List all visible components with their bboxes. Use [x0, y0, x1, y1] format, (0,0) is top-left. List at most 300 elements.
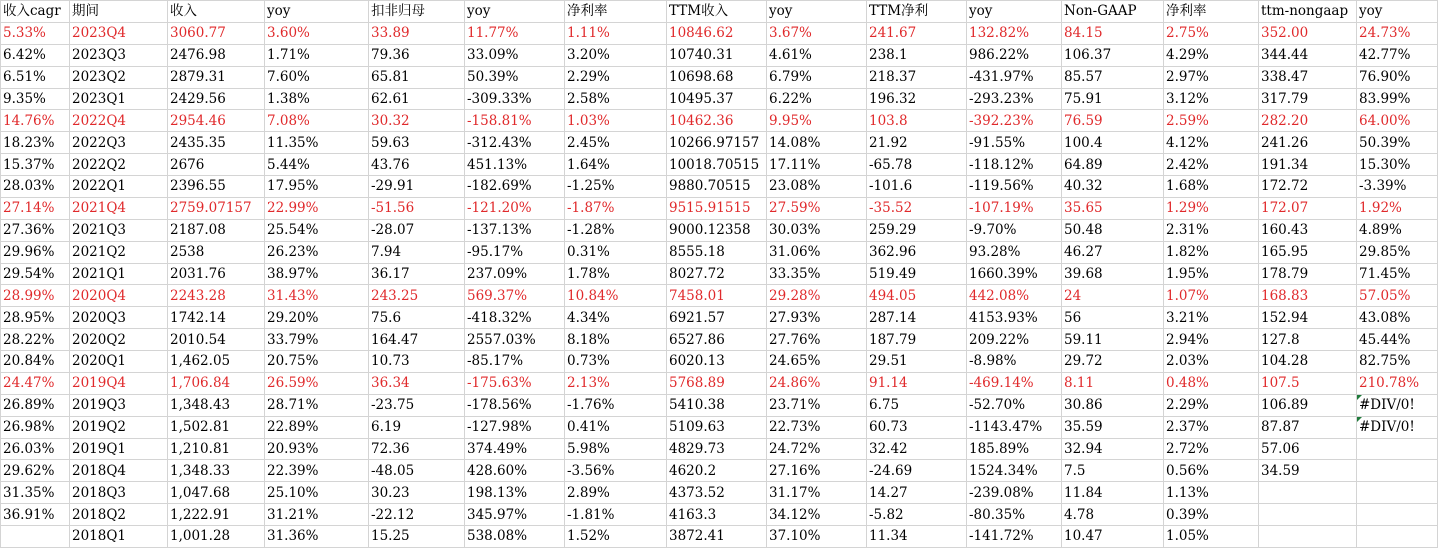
table-cell[interactable]: 42.77%: [1357, 44, 1438, 66]
table-cell[interactable]: 4829.73: [667, 438, 767, 460]
table-cell[interactable]: 106.37: [1062, 44, 1164, 66]
table-cell[interactable]: -1.25%: [565, 176, 667, 198]
table-cell[interactable]: 6921.57: [667, 307, 767, 329]
table-cell[interactable]: 2019Q3: [70, 394, 168, 416]
table-cell[interactable]: 2018Q2: [70, 504, 168, 526]
table-cell[interactable]: -392.23%: [967, 110, 1062, 132]
table-cell[interactable]: [1357, 482, 1438, 504]
table-cell[interactable]: 4.89%: [1357, 219, 1438, 241]
table-cell[interactable]: -137.13%: [465, 219, 565, 241]
table-cell[interactable]: 164.47: [369, 329, 465, 351]
table-cell[interactable]: -91.55%: [967, 132, 1062, 154]
table-cell[interactable]: -48.05: [369, 460, 465, 482]
table-cell[interactable]: 6.22%: [767, 88, 867, 110]
table-cell[interactable]: 25.54%: [265, 219, 369, 241]
table-cell[interactable]: 24.72%: [767, 438, 867, 460]
table-cell[interactable]: 2021Q2: [70, 241, 168, 263]
table-cell[interactable]: 494.05: [867, 285, 967, 307]
table-cell[interactable]: 59.63: [369, 132, 465, 154]
table-cell[interactable]: 24.47%: [1, 372, 70, 394]
table-cell[interactable]: 36.17: [369, 263, 465, 285]
table-cell[interactable]: -24.69: [867, 460, 967, 482]
table-cell[interactable]: 57.06: [1259, 438, 1357, 460]
table-cell[interactable]: 2023Q4: [70, 22, 168, 44]
table-cell[interactable]: 2019Q1: [70, 438, 168, 460]
table-cell[interactable]: -141.72%: [967, 526, 1062, 548]
table-cell[interactable]: 317.79: [1259, 88, 1357, 110]
table-cell[interactable]: 2243.28: [168, 285, 265, 307]
table-cell[interactable]: [1259, 526, 1357, 548]
table-cell[interactable]: 27.14%: [1, 197, 70, 219]
table-cell[interactable]: 2031.76: [168, 263, 265, 285]
table-cell[interactable]: 100.4: [1062, 132, 1164, 154]
table-cell[interactable]: 8.18%: [565, 329, 667, 351]
table-cell[interactable]: 4.61%: [767, 44, 867, 66]
table-cell[interactable]: 11.77%: [465, 22, 565, 44]
column-header[interactable]: ttm-nongaap: [1259, 1, 1357, 23]
table-cell[interactable]: 7.60%: [265, 66, 369, 88]
table-cell[interactable]: 2.59%: [1164, 110, 1259, 132]
table-cell[interactable]: -5.82: [867, 504, 967, 526]
table-cell[interactable]: [1357, 504, 1438, 526]
table-cell[interactable]: 34.59: [1259, 460, 1357, 482]
table-cell[interactable]: -469.14%: [967, 372, 1062, 394]
table-cell[interactable]: 5.44%: [265, 154, 369, 176]
table-cell[interactable]: 4.12%: [1164, 132, 1259, 154]
table-cell[interactable]: -1.81%: [565, 504, 667, 526]
table-cell[interactable]: 30.23: [369, 482, 465, 504]
table-cell[interactable]: 27.16%: [767, 460, 867, 482]
table-cell[interactable]: -3.39%: [1357, 176, 1438, 198]
column-header[interactable]: Non-GAAP: [1062, 1, 1164, 23]
table-cell[interactable]: 2019Q2: [70, 416, 168, 438]
table-cell[interactable]: 5.98%: [565, 438, 667, 460]
table-cell[interactable]: 1.82%: [1164, 241, 1259, 263]
table-cell[interactable]: -118.12%: [967, 154, 1062, 176]
table-cell[interactable]: -85.17%: [465, 351, 565, 373]
table-cell[interactable]: 24.73%: [1357, 22, 1438, 44]
table-cell[interactable]: 20.84%: [1, 351, 70, 373]
table-cell[interactable]: 15.30%: [1357, 154, 1438, 176]
table-cell[interactable]: 2187.08: [168, 219, 265, 241]
table-cell[interactable]: 2020Q2: [70, 329, 168, 351]
table-cell[interactable]: 1,210.81: [168, 438, 265, 460]
table-cell[interactable]: 345.97%: [465, 504, 565, 526]
table-cell[interactable]: 60.73: [867, 416, 967, 438]
table-cell[interactable]: 1.13%: [1164, 482, 1259, 504]
table-cell[interactable]: 26.23%: [265, 241, 369, 263]
table-cell[interactable]: 165.95: [1259, 241, 1357, 263]
table-cell[interactable]: 28.22%: [1, 329, 70, 351]
table-cell[interactable]: 2019Q4: [70, 372, 168, 394]
table-cell[interactable]: 30.03%: [767, 219, 867, 241]
table-cell[interactable]: 5768.89: [667, 372, 767, 394]
table-cell[interactable]: 2.97%: [1164, 66, 1259, 88]
table-cell[interactable]: 31.17%: [767, 482, 867, 504]
table-cell[interactable]: 57.05%: [1357, 285, 1438, 307]
table-cell[interactable]: 1742.14: [168, 307, 265, 329]
table-cell[interactable]: 2018Q4: [70, 460, 168, 482]
table-cell[interactable]: [1357, 526, 1438, 548]
table-cell[interactable]: 9.35%: [1, 88, 70, 110]
table-cell[interactable]: [1357, 460, 1438, 482]
table-cell[interactable]: 10.47: [1062, 526, 1164, 548]
table-cell[interactable]: 64.00%: [1357, 110, 1438, 132]
table-cell[interactable]: 43.08%: [1357, 307, 1438, 329]
table-cell[interactable]: 1.52%: [565, 526, 667, 548]
table-cell[interactable]: 11.34: [867, 526, 967, 548]
table-cell[interactable]: 31.36%: [265, 526, 369, 548]
table-cell[interactable]: 210.78%: [1357, 372, 1438, 394]
table-cell[interactable]: 28.03%: [1, 176, 70, 198]
table-cell[interactable]: -127.98%: [465, 416, 565, 438]
table-cell[interactable]: 241.26: [1259, 132, 1357, 154]
table-cell[interactable]: 1,706.84: [168, 372, 265, 394]
table-cell[interactable]: 37.10%: [767, 526, 867, 548]
table-cell[interactable]: 209.22%: [967, 329, 1062, 351]
table-cell[interactable]: 32.94: [1062, 438, 1164, 460]
table-cell[interactable]: 0.73%: [565, 351, 667, 373]
table-cell[interactable]: 1,462.05: [168, 351, 265, 373]
table-cell[interactable]: 4163.3: [667, 504, 767, 526]
table-cell[interactable]: 1.38%: [265, 88, 369, 110]
table-cell[interactable]: 4.34%: [565, 307, 667, 329]
table-cell[interactable]: -51.56: [369, 197, 465, 219]
table-cell[interactable]: 0.31%: [565, 241, 667, 263]
table-cell[interactable]: 3060.77: [168, 22, 265, 44]
table-cell[interactable]: 6.19: [369, 416, 465, 438]
table-cell[interactable]: 243.25: [369, 285, 465, 307]
table-cell[interactable]: 2023Q3: [70, 44, 168, 66]
table-cell[interactable]: 2021Q1: [70, 263, 168, 285]
table-cell[interactable]: 27.76%: [767, 329, 867, 351]
table-cell[interactable]: 10462.36: [667, 110, 767, 132]
table-cell[interactable]: 22.89%: [265, 416, 369, 438]
table-cell[interactable]: -1143.47%: [967, 416, 1062, 438]
table-cell[interactable]: -1.28%: [565, 219, 667, 241]
table-cell[interactable]: 36.34: [369, 372, 465, 394]
table-cell[interactable]: 84.15: [1062, 22, 1164, 44]
table-cell[interactable]: 519.49: [867, 263, 967, 285]
table-cell[interactable]: 79.36: [369, 44, 465, 66]
table-cell[interactable]: 2023Q2: [70, 66, 168, 88]
table-cell[interactable]: 259.29: [867, 219, 967, 241]
table-cell[interactable]: 27.93%: [767, 307, 867, 329]
error-cell[interactable]: #DIV/0!: [1357, 416, 1438, 438]
table-cell[interactable]: 2.75%: [1164, 22, 1259, 44]
table-cell[interactable]: 29.28%: [767, 285, 867, 307]
table-cell[interactable]: -80.35%: [967, 504, 1062, 526]
table-cell[interactable]: 20.93%: [265, 438, 369, 460]
table-cell[interactable]: 30.86: [1062, 394, 1164, 416]
table-cell[interactable]: 241.67: [867, 22, 967, 44]
table-cell[interactable]: 2.45%: [565, 132, 667, 154]
table-cell[interactable]: 24: [1062, 285, 1164, 307]
column-header[interactable]: 净利率: [565, 1, 667, 23]
table-cell[interactable]: 2.13%: [565, 372, 667, 394]
table-cell[interactable]: 22.99%: [265, 197, 369, 219]
table-cell[interactable]: 31.35%: [1, 482, 70, 504]
table-cell[interactable]: 1.07%: [1164, 285, 1259, 307]
table-cell[interactable]: [1, 526, 70, 548]
table-cell[interactable]: 29.96%: [1, 241, 70, 263]
table-cell[interactable]: 45.44%: [1357, 329, 1438, 351]
table-cell[interactable]: 6.79%: [767, 66, 867, 88]
table-cell[interactable]: 191.34: [1259, 154, 1357, 176]
table-cell[interactable]: 50.39%: [465, 66, 565, 88]
table-cell[interactable]: 40.32: [1062, 176, 1164, 198]
table-cell[interactable]: 29.20%: [265, 307, 369, 329]
table-cell[interactable]: 287.14: [867, 307, 967, 329]
table-cell[interactable]: 2021Q3: [70, 219, 168, 241]
table-cell[interactable]: 14.08%: [767, 132, 867, 154]
table-cell[interactable]: 17.11%: [767, 154, 867, 176]
table-cell[interactable]: 198.13%: [465, 482, 565, 504]
table-cell[interactable]: 2023Q1: [70, 88, 168, 110]
table-cell[interactable]: 1,348.43: [168, 394, 265, 416]
table-cell[interactable]: 2022Q3: [70, 132, 168, 154]
table-cell[interactable]: -29.91: [369, 176, 465, 198]
table-cell[interactable]: 62.61: [369, 88, 465, 110]
table-cell[interactable]: 7.5: [1062, 460, 1164, 482]
table-cell[interactable]: 1524.34%: [967, 460, 1062, 482]
table-cell[interactable]: 2021Q4: [70, 197, 168, 219]
table-cell[interactable]: 7.08%: [265, 110, 369, 132]
table-cell[interactable]: 1,222.91: [168, 504, 265, 526]
table-cell[interactable]: 132.82%: [967, 22, 1062, 44]
table-cell[interactable]: 338.47: [1259, 66, 1357, 88]
table-cell[interactable]: 986.22%: [967, 44, 1062, 66]
table-cell[interactable]: 33.79%: [265, 329, 369, 351]
table-cell[interactable]: 1660.39%: [967, 263, 1062, 285]
table-cell[interactable]: 1,047.68: [168, 482, 265, 504]
table-cell[interactable]: -95.17%: [465, 241, 565, 263]
table-cell[interactable]: 2020Q3: [70, 307, 168, 329]
table-cell[interactable]: 152.94: [1259, 307, 1357, 329]
table-cell[interactable]: 6.75: [867, 394, 967, 416]
table-cell[interactable]: 4.29%: [1164, 44, 1259, 66]
table-cell[interactable]: 442.08%: [967, 285, 1062, 307]
table-cell[interactable]: 15.37%: [1, 154, 70, 176]
table-cell[interactable]: 31.21%: [265, 504, 369, 526]
table-cell[interactable]: 2.42%: [1164, 154, 1259, 176]
table-cell[interactable]: 9515.91515: [667, 197, 767, 219]
column-header[interactable]: yoy: [767, 1, 867, 23]
table-cell[interactable]: 196.32: [867, 88, 967, 110]
table-cell[interactable]: 0.48%: [1164, 372, 1259, 394]
table-cell[interactable]: 187.79: [867, 329, 967, 351]
table-cell[interactable]: -35.52: [867, 197, 967, 219]
table-cell[interactable]: 2396.55: [168, 176, 265, 198]
table-cell[interactable]: 23.71%: [767, 394, 867, 416]
table-cell[interactable]: 282.20: [1259, 110, 1357, 132]
table-cell[interactable]: -418.32%: [465, 307, 565, 329]
table-cell[interactable]: 29.54%: [1, 263, 70, 285]
table-cell[interactable]: 1,001.28: [168, 526, 265, 548]
table-cell[interactable]: -22.12: [369, 504, 465, 526]
table-cell[interactable]: 2.58%: [565, 88, 667, 110]
table-cell[interactable]: 75.91: [1062, 88, 1164, 110]
table-cell[interactable]: 31.06%: [767, 241, 867, 263]
table-cell[interactable]: 38.97%: [265, 263, 369, 285]
table-cell[interactable]: 569.37%: [465, 285, 565, 307]
table-cell[interactable]: 538.08%: [465, 526, 565, 548]
table-cell[interactable]: 35.65: [1062, 197, 1164, 219]
table-cell[interactable]: -239.08%: [967, 482, 1062, 504]
column-header[interactable]: 净利率: [1164, 1, 1259, 23]
table-cell[interactable]: 1.29%: [1164, 197, 1259, 219]
table-cell[interactable]: 6527.86: [667, 329, 767, 351]
error-cell[interactable]: #DIV/0!: [1357, 394, 1438, 416]
table-cell[interactable]: 91.14: [867, 372, 967, 394]
table-cell[interactable]: 5.33%: [1, 22, 70, 44]
table-cell[interactable]: 34.12%: [767, 504, 867, 526]
table-cell[interactable]: 1.05%: [1164, 526, 1259, 548]
table-cell[interactable]: 2022Q4: [70, 110, 168, 132]
table-cell[interactable]: 374.49%: [465, 438, 565, 460]
table-cell[interactable]: -23.75: [369, 394, 465, 416]
table-cell[interactable]: 2435.35: [168, 132, 265, 154]
table-cell[interactable]: 7458.01: [667, 285, 767, 307]
table-cell[interactable]: 10846.62: [667, 22, 767, 44]
table-cell[interactable]: 3.60%: [265, 22, 369, 44]
table-cell[interactable]: 5109.63: [667, 416, 767, 438]
table-cell[interactable]: 2020Q1: [70, 351, 168, 373]
table-cell[interactable]: 6.42%: [1, 44, 70, 66]
table-cell[interactable]: 238.1: [867, 44, 967, 66]
table-cell[interactable]: 160.43: [1259, 219, 1357, 241]
table-cell[interactable]: 72.36: [369, 438, 465, 460]
table-cell[interactable]: 87.87: [1259, 416, 1357, 438]
table-cell[interactable]: 14.27: [867, 482, 967, 504]
table-cell[interactable]: -3.56%: [565, 460, 667, 482]
table-cell[interactable]: 3.21%: [1164, 307, 1259, 329]
table-cell[interactable]: 29.51: [867, 351, 967, 373]
table-cell[interactable]: 0.56%: [1164, 460, 1259, 482]
table-cell[interactable]: 36.91%: [1, 504, 70, 526]
table-cell[interactable]: -28.07: [369, 219, 465, 241]
table-cell[interactable]: 2.03%: [1164, 351, 1259, 373]
table-cell[interactable]: -52.70%: [967, 394, 1062, 416]
table-cell[interactable]: -178.56%: [465, 394, 565, 416]
table-cell[interactable]: 185.89%: [967, 438, 1062, 460]
table-cell[interactable]: -175.63%: [465, 372, 565, 394]
table-cell[interactable]: 2879.31: [168, 66, 265, 88]
table-cell[interactable]: 76.90%: [1357, 66, 1438, 88]
table-cell[interactable]: 50.39%: [1357, 132, 1438, 154]
table-cell[interactable]: 352.00: [1259, 22, 1357, 44]
table-cell[interactable]: 9000.12358: [667, 219, 767, 241]
table-cell[interactable]: 24.86%: [767, 372, 867, 394]
table-cell[interactable]: 46.27: [1062, 241, 1164, 263]
table-cell[interactable]: -8.98%: [967, 351, 1062, 373]
table-cell[interactable]: 107.5: [1259, 372, 1357, 394]
table-cell[interactable]: 22.39%: [265, 460, 369, 482]
table-cell[interactable]: -101.6: [867, 176, 967, 198]
table-cell[interactable]: 29.72: [1062, 351, 1164, 373]
table-cell[interactable]: 2022Q2: [70, 154, 168, 176]
table-cell[interactable]: 168.83: [1259, 285, 1357, 307]
table-cell[interactable]: 172.72: [1259, 176, 1357, 198]
column-header[interactable]: 扣非归母: [369, 1, 465, 23]
table-cell[interactable]: 428.60%: [465, 460, 565, 482]
table-cell[interactable]: 127.8: [1259, 329, 1357, 351]
table-cell[interactable]: 28.71%: [265, 394, 369, 416]
table-cell[interactable]: 2.29%: [565, 66, 667, 88]
table-cell[interactable]: 22.73%: [767, 416, 867, 438]
table-cell[interactable]: 65.81: [369, 66, 465, 88]
table-cell[interactable]: 31.43%: [265, 285, 369, 307]
table-cell[interactable]: 28.99%: [1, 285, 70, 307]
column-header[interactable]: 收入: [168, 1, 265, 23]
table-cell[interactable]: 1,348.33: [168, 460, 265, 482]
table-cell[interactable]: 26.98%: [1, 416, 70, 438]
table-cell[interactable]: 3.12%: [1164, 88, 1259, 110]
table-cell[interactable]: 33.35%: [767, 263, 867, 285]
table-cell[interactable]: 26.03%: [1, 438, 70, 460]
table-cell[interactable]: 10018.70515: [667, 154, 767, 176]
table-cell[interactable]: -158.81%: [465, 110, 565, 132]
table-cell[interactable]: 32.42: [867, 438, 967, 460]
table-cell[interactable]: 8027.72: [667, 263, 767, 285]
table-cell[interactable]: 451.13%: [465, 154, 565, 176]
table-cell[interactable]: 1.64%: [565, 154, 667, 176]
table-cell[interactable]: 30.32: [369, 110, 465, 132]
table-cell[interactable]: 1,502.81: [168, 416, 265, 438]
table-cell[interactable]: 2.31%: [1164, 219, 1259, 241]
table-cell[interactable]: 29.85%: [1357, 241, 1438, 263]
table-cell[interactable]: 27.59%: [767, 197, 867, 219]
table-cell[interactable]: 2954.46: [168, 110, 265, 132]
column-header[interactable]: 收入cagr: [1, 1, 70, 23]
table-cell[interactable]: 344.44: [1259, 44, 1357, 66]
table-cell[interactable]: -1.76%: [565, 394, 667, 416]
table-cell[interactable]: 4.78: [1062, 504, 1164, 526]
table-cell[interactable]: 3872.41: [667, 526, 767, 548]
table-cell[interactable]: 6020.13: [667, 351, 767, 373]
table-cell[interactable]: 103.8: [867, 110, 967, 132]
table-cell[interactable]: 76.59: [1062, 110, 1164, 132]
table-cell[interactable]: 21.92: [867, 132, 967, 154]
column-header[interactable]: 期间: [70, 1, 168, 23]
table-cell[interactable]: 1.03%: [565, 110, 667, 132]
table-cell[interactable]: -119.56%: [967, 176, 1062, 198]
table-cell[interactable]: -309.33%: [465, 88, 565, 110]
table-cell[interactable]: 83.99%: [1357, 88, 1438, 110]
table-cell[interactable]: 8555.18: [667, 241, 767, 263]
table-cell[interactable]: -431.97%: [967, 66, 1062, 88]
table-cell[interactable]: 4620.2: [667, 460, 767, 482]
table-cell[interactable]: 1.71%: [265, 44, 369, 66]
table-cell[interactable]: 17.95%: [265, 176, 369, 198]
table-cell[interactable]: -1.87%: [565, 197, 667, 219]
table-cell[interactable]: 2676: [168, 154, 265, 176]
table-cell[interactable]: -312.43%: [465, 132, 565, 154]
table-cell[interactable]: [1357, 438, 1438, 460]
table-cell[interactable]: 2429.56: [168, 88, 265, 110]
table-cell[interactable]: 10.73: [369, 351, 465, 373]
table-cell[interactable]: 59.11: [1062, 329, 1164, 351]
table-cell[interactable]: -107.19%: [967, 197, 1062, 219]
table-cell[interactable]: 10740.31: [667, 44, 767, 66]
table-cell[interactable]: 71.45%: [1357, 263, 1438, 285]
table-cell[interactable]: [1259, 504, 1357, 526]
table-cell[interactable]: 26.59%: [265, 372, 369, 394]
table-cell[interactable]: 4153.93%: [967, 307, 1062, 329]
table-cell[interactable]: 172.07: [1259, 197, 1357, 219]
table-cell[interactable]: 0.41%: [565, 416, 667, 438]
table-cell[interactable]: 1.68%: [1164, 176, 1259, 198]
